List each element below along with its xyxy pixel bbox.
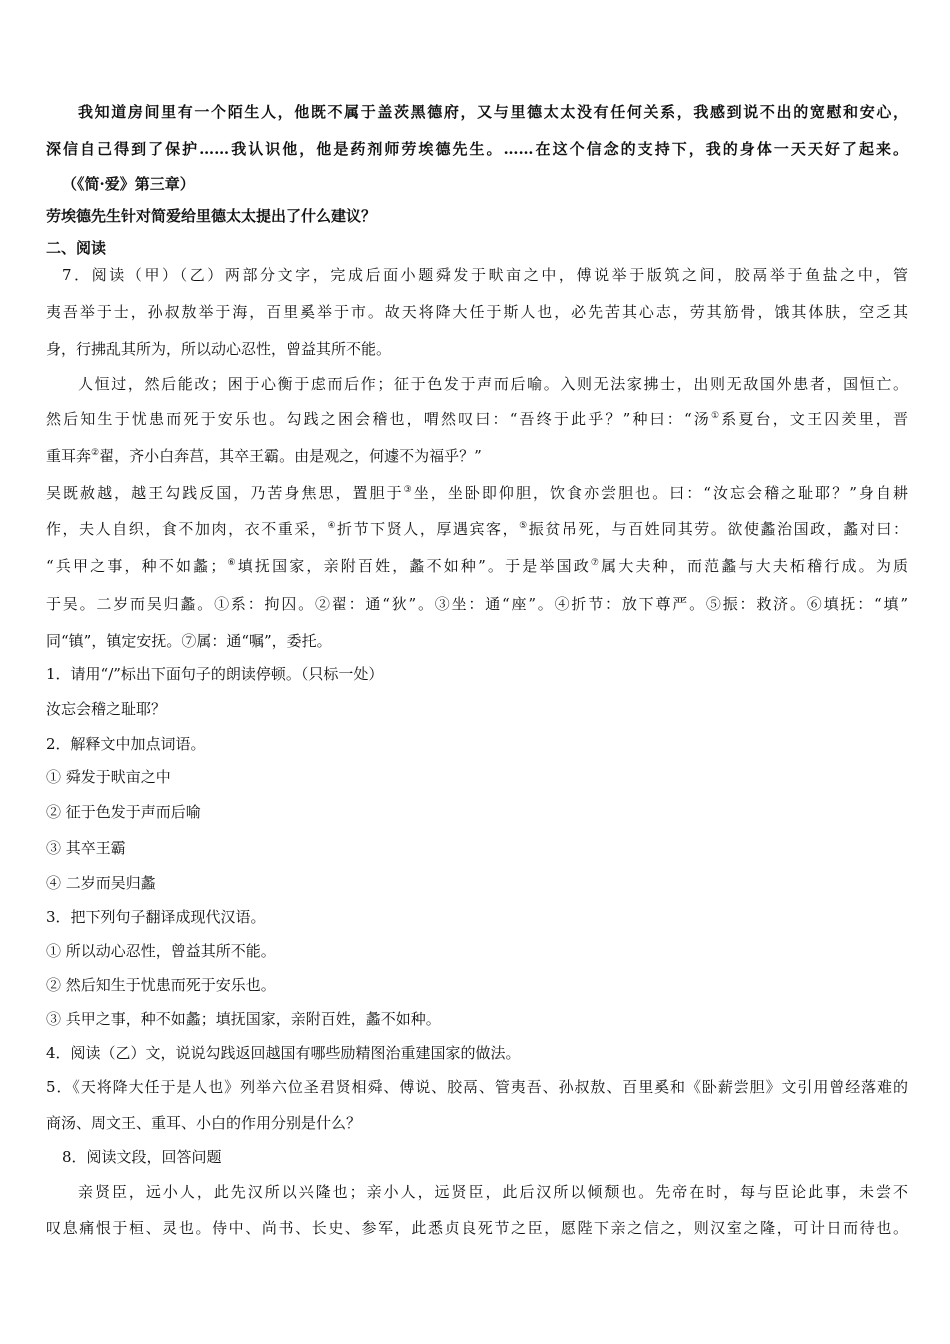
intro-source: （《简·爱》第三章） <box>62 175 195 193</box>
subquestion-3-item-1: ① 所以动心忍性，曾益其所不能。 <box>46 942 276 960</box>
subquestion-5-line-1: 5．《天将降大任于是人也》列举六位圣君贤相舜、傅说、胶鬲、管夷吾、孙叔敖、百里奚和《卧薪尝胆》文引用曾经落难的 <box>46 1078 908 1096</box>
subquestion-2: 2．解释文中加点词语。 <box>46 735 206 753</box>
q7-line-9: “兵甲之事，种不如蠡；⑥填抚国家，亲附百姓，蠡不如种”。于是举国政⑦属大夫种，而范蠡与大夫柘稽行成。为质 <box>46 557 908 575</box>
subquestion-3: 3．把下列句子翻译成现代汉语。 <box>46 908 266 926</box>
subquestion-3-item-3: ③ 兵甲之事，种不如蠡；填抚国家，亲附百姓，蠡不如种。 <box>46 1010 441 1028</box>
q7-line-8: 作，夫人自织，食不加肉，衣不重采，④折节下贤人，厚遇宾客，⑤振贫吊死，与百姓同其劳。欲使蠡治国政，蠡对曰： <box>46 520 908 538</box>
intro-line-2: 深信自己得到了保护……我认识他，他是药剂师劳埃德先生。……在这个信念的支持下，我的身体一天天好了起来。 <box>46 140 908 158</box>
note-mark-5: ⑤ <box>519 521 529 531</box>
subquestion-1: 1．请用“/”标出下面句子的朗读停顿。（只标一处） <box>46 665 384 683</box>
subquestion-2-item-3: ③ 其卒王霸 <box>46 839 126 857</box>
intro-line-1: 我知道房间里有一个陌生人，他既不属于盖茨黑德府，又与里德太太没有任何关系，我感到说不出的宽慰和安心， <box>78 103 908 121</box>
q7-line-3: 身，行拂乱其所为，所以动心忍性，曾益其所不能。 <box>46 340 392 358</box>
subquestion-2-item-4: ④ 二岁而吴归蠡 <box>46 874 156 892</box>
q7-line-4: 人恒过，然后能改；困于心衡于虑而后作；征于色发于声而后喻。入则无法家拂士，出则无敌国外患者，国恒亡。 <box>78 375 908 393</box>
subquestion-2-item-2: ② 征于色发于声而后喻 <box>46 803 201 821</box>
q7-line-1: 7．阅读（甲）（乙）两部分文字，完成后面小题舜发于畎亩之中，傅说举于版筑之间，胶鬲举于鱼盐之中，管 <box>62 266 908 284</box>
subquestion-5-line-2: 商汤、周文王、重耳、小白的作用分别是什么？ <box>46 1114 362 1132</box>
question-jane: 劳埃德先生针对简爱给里德太太提出了什么建议？ <box>46 207 377 225</box>
note-mark-6: ⑥ <box>225 558 238 568</box>
note-mark-1: ① <box>710 411 722 421</box>
q7-line-6: 重耳奔②翟，齐小白奔莒，其卒王霸。由是观之，何遽不为福乎？” <box>46 447 482 465</box>
note-mark-7: ⑦ <box>590 558 602 568</box>
section-title: 二、阅读 <box>46 239 107 257</box>
subquestion-2-item-1: ① 舜发于畎亩之中 <box>46 768 171 786</box>
q8-line-2: 叹息痛恨于桓、灵也。侍中、尚书、长史、参军，此悉贞良死节之臣，愿陛下亲之信之，则汉室之隆，可计日而待也。 <box>46 1219 908 1237</box>
subquestion-1-sentence: 汝忘会稽之耻耶？ <box>46 700 167 718</box>
subquestion-4: 4．阅读（乙）文，说说勾践返回越国有哪些励精图治重建国家的做法。 <box>46 1044 521 1062</box>
subquestion-3-item-2: ② 然后知生于忧患而死于安乐也。 <box>46 976 276 994</box>
note-mark-3: ③ <box>403 485 414 495</box>
note-mark-4: ④ <box>327 521 338 531</box>
q7-line-7: 吴既赦越，越王勾践反国，乃苦身焦思，置胆于③坐，坐卧即仰胆，饮食亦尝胆也。曰：“汝忘会稽之耻耶？”身自耕 <box>46 484 908 502</box>
q7-line-11: 同“镇”，镇定安抚。⑦属：通“嘱”，委托。 <box>46 632 332 650</box>
q7-line-2: 夷吾举于士，孙叔敖举于海，百里奚举于市。故天将降大任于斯人也，必先苦其心志，劳其筋骨，饿其体肤，空乏其 <box>46 303 908 321</box>
q8-title: 8．阅读文段，回答问题 <box>62 1148 222 1166</box>
q7-line-5: 然后知生于忧患而死于安乐也。勾践之困会稽也，喟然叹曰：“吾终于此乎？”种曰：“汤①系夏台，文王囚羑里，晋 <box>46 410 908 428</box>
q7-line-10: 于吴。二岁而吴归蠡。①系：拘囚。②翟：通“狄”。③坐：通“座”。④折节：放下尊严。⑤振：救济。⑥填抚：“填” <box>46 595 908 613</box>
note-mark-2: ② <box>91 448 100 458</box>
q8-line-1: 亲贤臣，远小人，此先汉所以兴隆也；亲小人，远贤臣，此后汉所以倾颓也。先帝在时，每与臣论此事，未尝不 <box>78 1183 908 1201</box>
